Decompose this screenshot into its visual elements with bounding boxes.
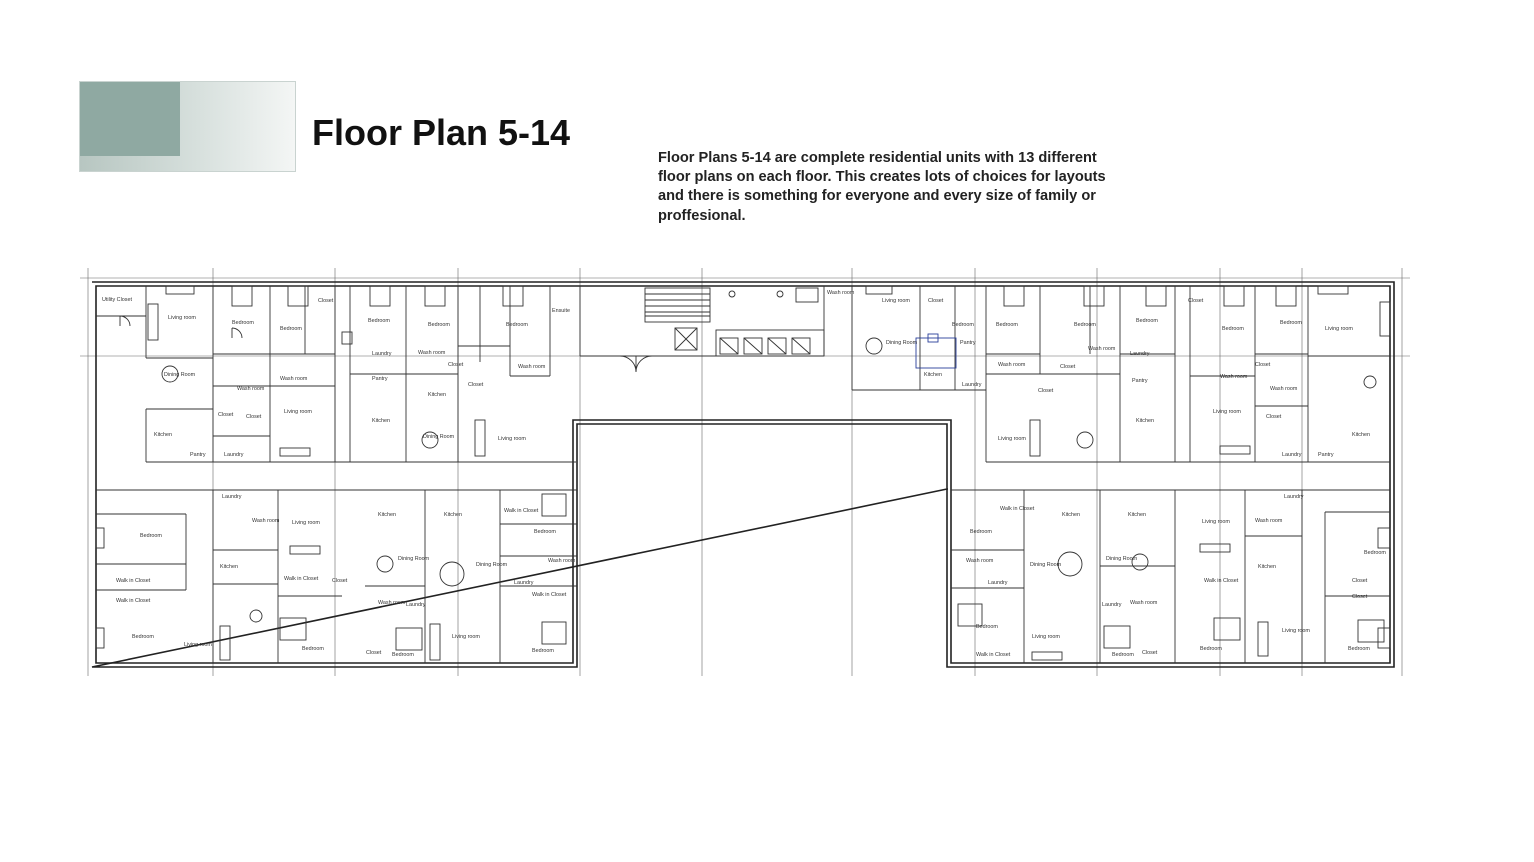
room-label: Pantry bbox=[190, 452, 206, 458]
room-label: Utility Closet bbox=[102, 297, 132, 303]
room-label: Dining Room bbox=[164, 372, 196, 378]
room-label: Living room bbox=[998, 436, 1026, 442]
room-label: Bedroom bbox=[232, 320, 254, 326]
room-label: Closet bbox=[366, 650, 382, 656]
room-label: Ensuite bbox=[552, 308, 570, 314]
room-label: Pantry bbox=[1132, 378, 1148, 384]
room-label: Closet bbox=[1266, 414, 1282, 420]
room-label: Closet bbox=[1255, 362, 1271, 368]
room-label: Pantry bbox=[372, 376, 388, 382]
room-label: Closet bbox=[1352, 578, 1368, 584]
room-label: Kitchen bbox=[220, 564, 238, 570]
room-label: Bedroom bbox=[1200, 646, 1222, 652]
room-label: Walk in Closet bbox=[1000, 506, 1035, 512]
room-label: Bedroom bbox=[506, 322, 528, 328]
room-label: Wash room bbox=[1255, 518, 1283, 524]
room-label: Laundry bbox=[372, 351, 392, 357]
room-label: Wash room bbox=[252, 518, 280, 524]
room-label: Closet bbox=[448, 362, 464, 368]
room-label: Kitchen bbox=[154, 432, 172, 438]
room-label: Bedroom bbox=[302, 646, 324, 652]
room-label: Dining Room bbox=[886, 340, 918, 346]
room-label: Wash room bbox=[280, 376, 308, 382]
room-label: Living room bbox=[498, 436, 526, 442]
room-label: Kitchen bbox=[1128, 512, 1146, 518]
room-label: Living room bbox=[292, 520, 320, 526]
room-label: Living room bbox=[1202, 519, 1230, 525]
room-label: Kitchen bbox=[924, 372, 942, 378]
room-label: Laundry bbox=[224, 452, 244, 458]
room-label: Laundry bbox=[1282, 452, 1302, 458]
room-label: Bedroom bbox=[280, 326, 302, 332]
room-label: Kitchen bbox=[428, 392, 446, 398]
room-label: Dining Room bbox=[398, 556, 430, 562]
room-label: Bedroom bbox=[132, 634, 154, 640]
room-label: Bedroom bbox=[970, 529, 992, 535]
room-label: Closet bbox=[1188, 298, 1204, 304]
room-label: Bedroom bbox=[996, 322, 1018, 328]
room-label: Wash room bbox=[998, 362, 1026, 368]
room-label: Bedroom bbox=[140, 533, 162, 539]
room-label: Kitchen bbox=[444, 512, 462, 518]
room-label: Wash room bbox=[378, 600, 406, 606]
room-label: Living room bbox=[1282, 628, 1310, 634]
room-label: Walk in Closet bbox=[532, 592, 567, 598]
room-label: Bedroom bbox=[1364, 550, 1386, 556]
room-label: Wash room bbox=[548, 558, 576, 564]
room-label: Laundry bbox=[962, 382, 982, 388]
room-label: Bedroom bbox=[976, 624, 998, 630]
room-label: Wash room bbox=[966, 558, 994, 564]
room-label: Closet bbox=[1142, 650, 1158, 656]
room-label: Living room bbox=[452, 634, 480, 640]
room-label: Laundry bbox=[1130, 351, 1150, 357]
room-label: Closet bbox=[468, 382, 484, 388]
room-label: Kitchen bbox=[372, 418, 390, 424]
room-label: Bedroom bbox=[1280, 320, 1302, 326]
room-label: Dining Room bbox=[476, 562, 508, 568]
room-label: Closet bbox=[1352, 594, 1368, 600]
room-label: Dining Room bbox=[423, 434, 455, 440]
room-label: Living room bbox=[184, 642, 212, 648]
room-label: Wash room bbox=[1220, 374, 1248, 380]
room-label: Bedroom bbox=[532, 648, 554, 654]
room-label: Living room bbox=[1325, 326, 1353, 332]
room-label: Kitchen bbox=[1136, 418, 1154, 424]
room-label: Closet bbox=[332, 578, 348, 584]
outer-walls bbox=[92, 282, 1394, 667]
room-label: Bedroom bbox=[952, 322, 974, 328]
accent-block bbox=[79, 81, 296, 172]
room-label: Wash room bbox=[1088, 346, 1116, 352]
room-label: Bedroom bbox=[428, 322, 450, 328]
room-label: Laundry bbox=[1284, 494, 1304, 500]
room-label: Laundry bbox=[406, 602, 426, 608]
room-label: Bedroom bbox=[1074, 322, 1096, 328]
room-label: Kitchen bbox=[1258, 564, 1276, 570]
accent-square bbox=[80, 82, 180, 156]
room-label: Dining Room bbox=[1106, 556, 1138, 562]
room-label: Walk in Closet bbox=[504, 508, 539, 514]
room-label: Laundry bbox=[988, 580, 1008, 586]
room-label: Closet bbox=[246, 414, 262, 420]
room-label: Laundry bbox=[514, 580, 534, 586]
room-label: Pantry bbox=[1318, 452, 1334, 458]
room-label: Walk in Closet bbox=[116, 598, 151, 604]
room-label: Closet bbox=[928, 298, 944, 304]
room-label: Walk in Closet bbox=[284, 576, 319, 582]
room-label: Closet bbox=[1038, 388, 1054, 394]
room-label: Closet bbox=[218, 412, 234, 418]
room-label: Living room bbox=[168, 315, 196, 321]
room-label: Living room bbox=[1032, 634, 1060, 640]
room-label: Bedroom bbox=[1348, 646, 1370, 652]
room-label: Pantry bbox=[960, 340, 976, 346]
room-label: Wash room bbox=[518, 364, 546, 370]
room-label: Walk in Closet bbox=[976, 652, 1011, 658]
room-label: Wash room bbox=[1130, 600, 1158, 606]
page-description: Floor Plans 5-14 are complete residential units with 13 different floor plans on each floor. This creates lots of choices for layouts and there is something for everyone and every size of family or proffesional. bbox=[658, 150, 1106, 224]
room-label: Bedroom bbox=[1112, 652, 1134, 658]
room-label: Closet bbox=[318, 298, 334, 304]
room-label: Bedroom bbox=[534, 529, 556, 535]
room-label: Bedroom bbox=[1222, 326, 1244, 332]
floor-plan-drawing bbox=[80, 266, 1410, 682]
room-label: Walk in Closet bbox=[1204, 578, 1239, 584]
left-lower-units bbox=[96, 490, 577, 663]
room-label: Bedroom bbox=[368, 318, 390, 324]
room-label: Wash room bbox=[1270, 386, 1298, 392]
room-label: Laundry bbox=[222, 494, 242, 500]
room-label: Wash room bbox=[827, 290, 855, 296]
room-label: Wash room bbox=[418, 350, 446, 356]
room-label: Kitchen bbox=[1352, 432, 1370, 438]
room-label: Bedroom bbox=[1136, 318, 1158, 324]
room-label: Kitchen bbox=[378, 512, 396, 518]
page-title: Floor Plan 5-14 bbox=[312, 112, 571, 153]
room-label: Living room bbox=[1213, 409, 1241, 415]
room-label: Walk in Closet bbox=[116, 578, 151, 584]
right-lower-units bbox=[951, 490, 1390, 663]
room-label: Living room bbox=[284, 409, 312, 415]
room-label: Dining Room bbox=[1030, 562, 1062, 568]
floor-plan bbox=[80, 266, 1410, 682]
room-label: Closet bbox=[1060, 364, 1076, 370]
room-label: Living room bbox=[882, 298, 910, 304]
room-label: Bedroom bbox=[392, 652, 414, 658]
room-label: Laundry bbox=[1102, 602, 1122, 608]
room-label: Kitchen bbox=[1062, 512, 1080, 518]
room-label: Wash room bbox=[237, 386, 265, 392]
